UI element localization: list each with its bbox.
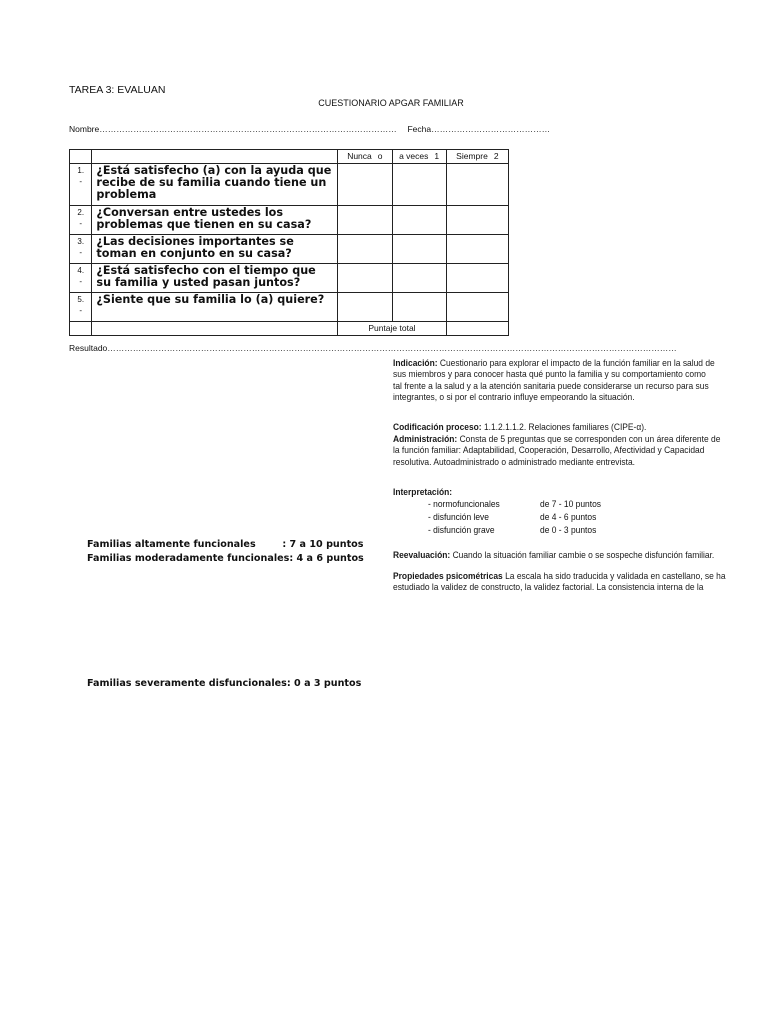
family-severe-dysfunctional: Familias severamente disfuncionales: 0 a 3 puntos	[87, 678, 362, 689]
header-empty-question	[92, 150, 338, 164]
row-num-text: 4.	[77, 266, 85, 275]
header-nunca-label: Nunca	[347, 151, 372, 161]
apgar-table	[69, 149, 509, 336]
row-num-text: 3.	[77, 237, 85, 246]
indicacion-label: Indicación:	[393, 357, 438, 368]
name-field[interactable]: Nombre……………………………………………………………………………………………	[69, 124, 397, 134]
row-sub-text: -	[79, 248, 83, 257]
row-number	[70, 293, 92, 322]
question-text: ¿Conversan entre ustedes los problemas que tienen en su casa?	[92, 206, 338, 235]
answer-cell-nunca[interactable]	[338, 235, 392, 264]
interp-label-normo: - normofuncionales	[428, 498, 500, 509]
answer-cell-nunca[interactable]	[338, 206, 392, 235]
header-aveces-score: 1	[434, 151, 440, 161]
row-number	[70, 264, 92, 293]
date-field[interactable]: Fecha……………………………………	[407, 124, 551, 134]
name-date-line	[69, 124, 550, 134]
codificacion-block	[393, 421, 726, 432]
table-row	[70, 293, 509, 322]
answer-cell-nunca[interactable]	[338, 264, 392, 293]
row-number	[70, 235, 92, 264]
table-row	[70, 264, 509, 293]
table-header-row	[70, 150, 509, 164]
indicacion-text: Cuestionario para explorar el impacto de la función familiar en la salud de sus miembros y para conocer hasta qué punto la familia y su comportamiento como tal frente a la salud y a la atención sanitaria puede considerarse un recurso para sus integrantes, o si por el contrario influye empeorando la situación.	[393, 357, 715, 403]
row-sub-text: -	[79, 277, 83, 286]
interp-label-grave: - disfunción grave	[428, 524, 495, 535]
interp-range-leve: de 4 - 6 puntos	[540, 511, 597, 522]
questionnaire-title-text: CUESTIONARIO APGAR FAMILIAR	[318, 98, 464, 108]
table-row	[70, 164, 509, 206]
reevaluacion-text: Cuando la situación familiar cambie o se sospeche disfunción familiar.	[452, 549, 715, 560]
question-text: ¿Siente que su familia lo (a) quiere?	[92, 293, 338, 322]
answer-cell-siempre[interactable]	[446, 235, 508, 264]
interp-label-leve: - disfunción leve	[428, 511, 489, 522]
codificacion-label: Codificación proceso:	[393, 421, 482, 432]
psicometricas-label: Propiedades psicométricas	[393, 570, 503, 581]
answer-cell-siempre[interactable]	[446, 206, 508, 235]
interpretacion-label-text: Interpretación:	[393, 486, 453, 497]
resultado-field[interactable]: Resultado…………………………………………………………………………………………………………………………………………………………………………………	[69, 343, 677, 353]
answer-cell-aveces[interactable]	[392, 264, 446, 293]
total-value-cell[interactable]	[446, 322, 508, 336]
reevaluacion-block	[393, 549, 726, 560]
row-number	[70, 206, 92, 235]
reevaluacion-label: Reevaluación:	[393, 549, 451, 560]
header-aveces-label: a veces	[399, 151, 429, 161]
table-row	[70, 235, 509, 264]
family-moderate-functional: Familias moderadamente funcionales: 4 a 6 puntos	[87, 553, 364, 564]
total-row	[70, 322, 509, 336]
question-text: ¿Las decisiones importantes se toman en conjunto en su casa?	[92, 235, 338, 264]
row-sub-text: -	[79, 177, 83, 186]
codificacion-text: 1.1.2.1.1.2. Relaciones familiares (CIPE-α).	[483, 421, 647, 432]
header-siempre	[446, 150, 508, 164]
row-number	[70, 164, 92, 206]
row-num-text: 5.	[77, 295, 85, 304]
administracion-text: Consta de 5 preguntas que se corresponden con un área diferente de la función familiar: Adaptabilidad, Cooperación, Desarrollo, Afectividad y Capacidad resolutiva. Autoadministrado o administrado mediante entrevista.	[393, 433, 721, 467]
header-siempre-score: 2	[493, 151, 499, 161]
total-empty-num	[70, 322, 92, 336]
interp-range-normo: de 7 - 10 puntos	[540, 498, 601, 509]
header-aveces	[392, 150, 446, 164]
question-text: ¿Está satisfecho (a) con la ayuda que recibe de su familia cuando tiene un problema	[92, 164, 338, 206]
interpretacion-label	[393, 486, 452, 497]
answer-cell-nunca[interactable]	[338, 293, 392, 322]
psicometricas-block	[393, 570, 726, 593]
header-empty-num	[70, 150, 92, 164]
indicacion-block	[393, 357, 717, 403]
administracion-block	[393, 433, 726, 467]
row-num-text: 2.	[77, 208, 85, 217]
family-high-functional: Familias altamente funcionales : 7 a 10 puntos	[87, 539, 364, 550]
table-row	[70, 206, 509, 235]
task-title: TAREA 3: EVALUAN	[69, 84, 166, 96]
answer-cell-siempre[interactable]	[446, 164, 508, 206]
row-sub-text: -	[79, 219, 83, 228]
answer-cell-aveces[interactable]	[392, 206, 446, 235]
header-nunca-score: o	[377, 151, 383, 161]
answer-cell-aveces[interactable]	[392, 164, 446, 206]
answer-cell-aveces[interactable]	[392, 293, 446, 322]
answer-cell-siempre[interactable]	[446, 264, 508, 293]
questionnaire-title	[0, 98, 768, 108]
answer-cell-nunca[interactable]	[338, 164, 392, 206]
row-num-text: 1.	[77, 166, 85, 175]
administracion-label: Administración:	[393, 433, 458, 444]
psicometricas-text: La escala ha sido traducida y validada en castellano, se ha estudiado la validez de constructo, la validez factorial. La consistencia interna de la	[393, 570, 726, 593]
interp-range-grave: de 0 - 3 puntos	[540, 524, 597, 535]
header-siempre-label: Siempre	[456, 151, 488, 161]
total-label: Puntaje total	[338, 322, 447, 336]
answer-cell-siempre[interactable]	[446, 293, 508, 322]
total-empty-question	[92, 322, 338, 336]
row-sub-text: -	[79, 306, 83, 315]
header-nunca	[338, 150, 392, 164]
question-text: ¿Está satisfecho con el tiempo que su familia y usted pasan juntos?	[92, 264, 338, 293]
answer-cell-aveces[interactable]	[392, 235, 446, 264]
